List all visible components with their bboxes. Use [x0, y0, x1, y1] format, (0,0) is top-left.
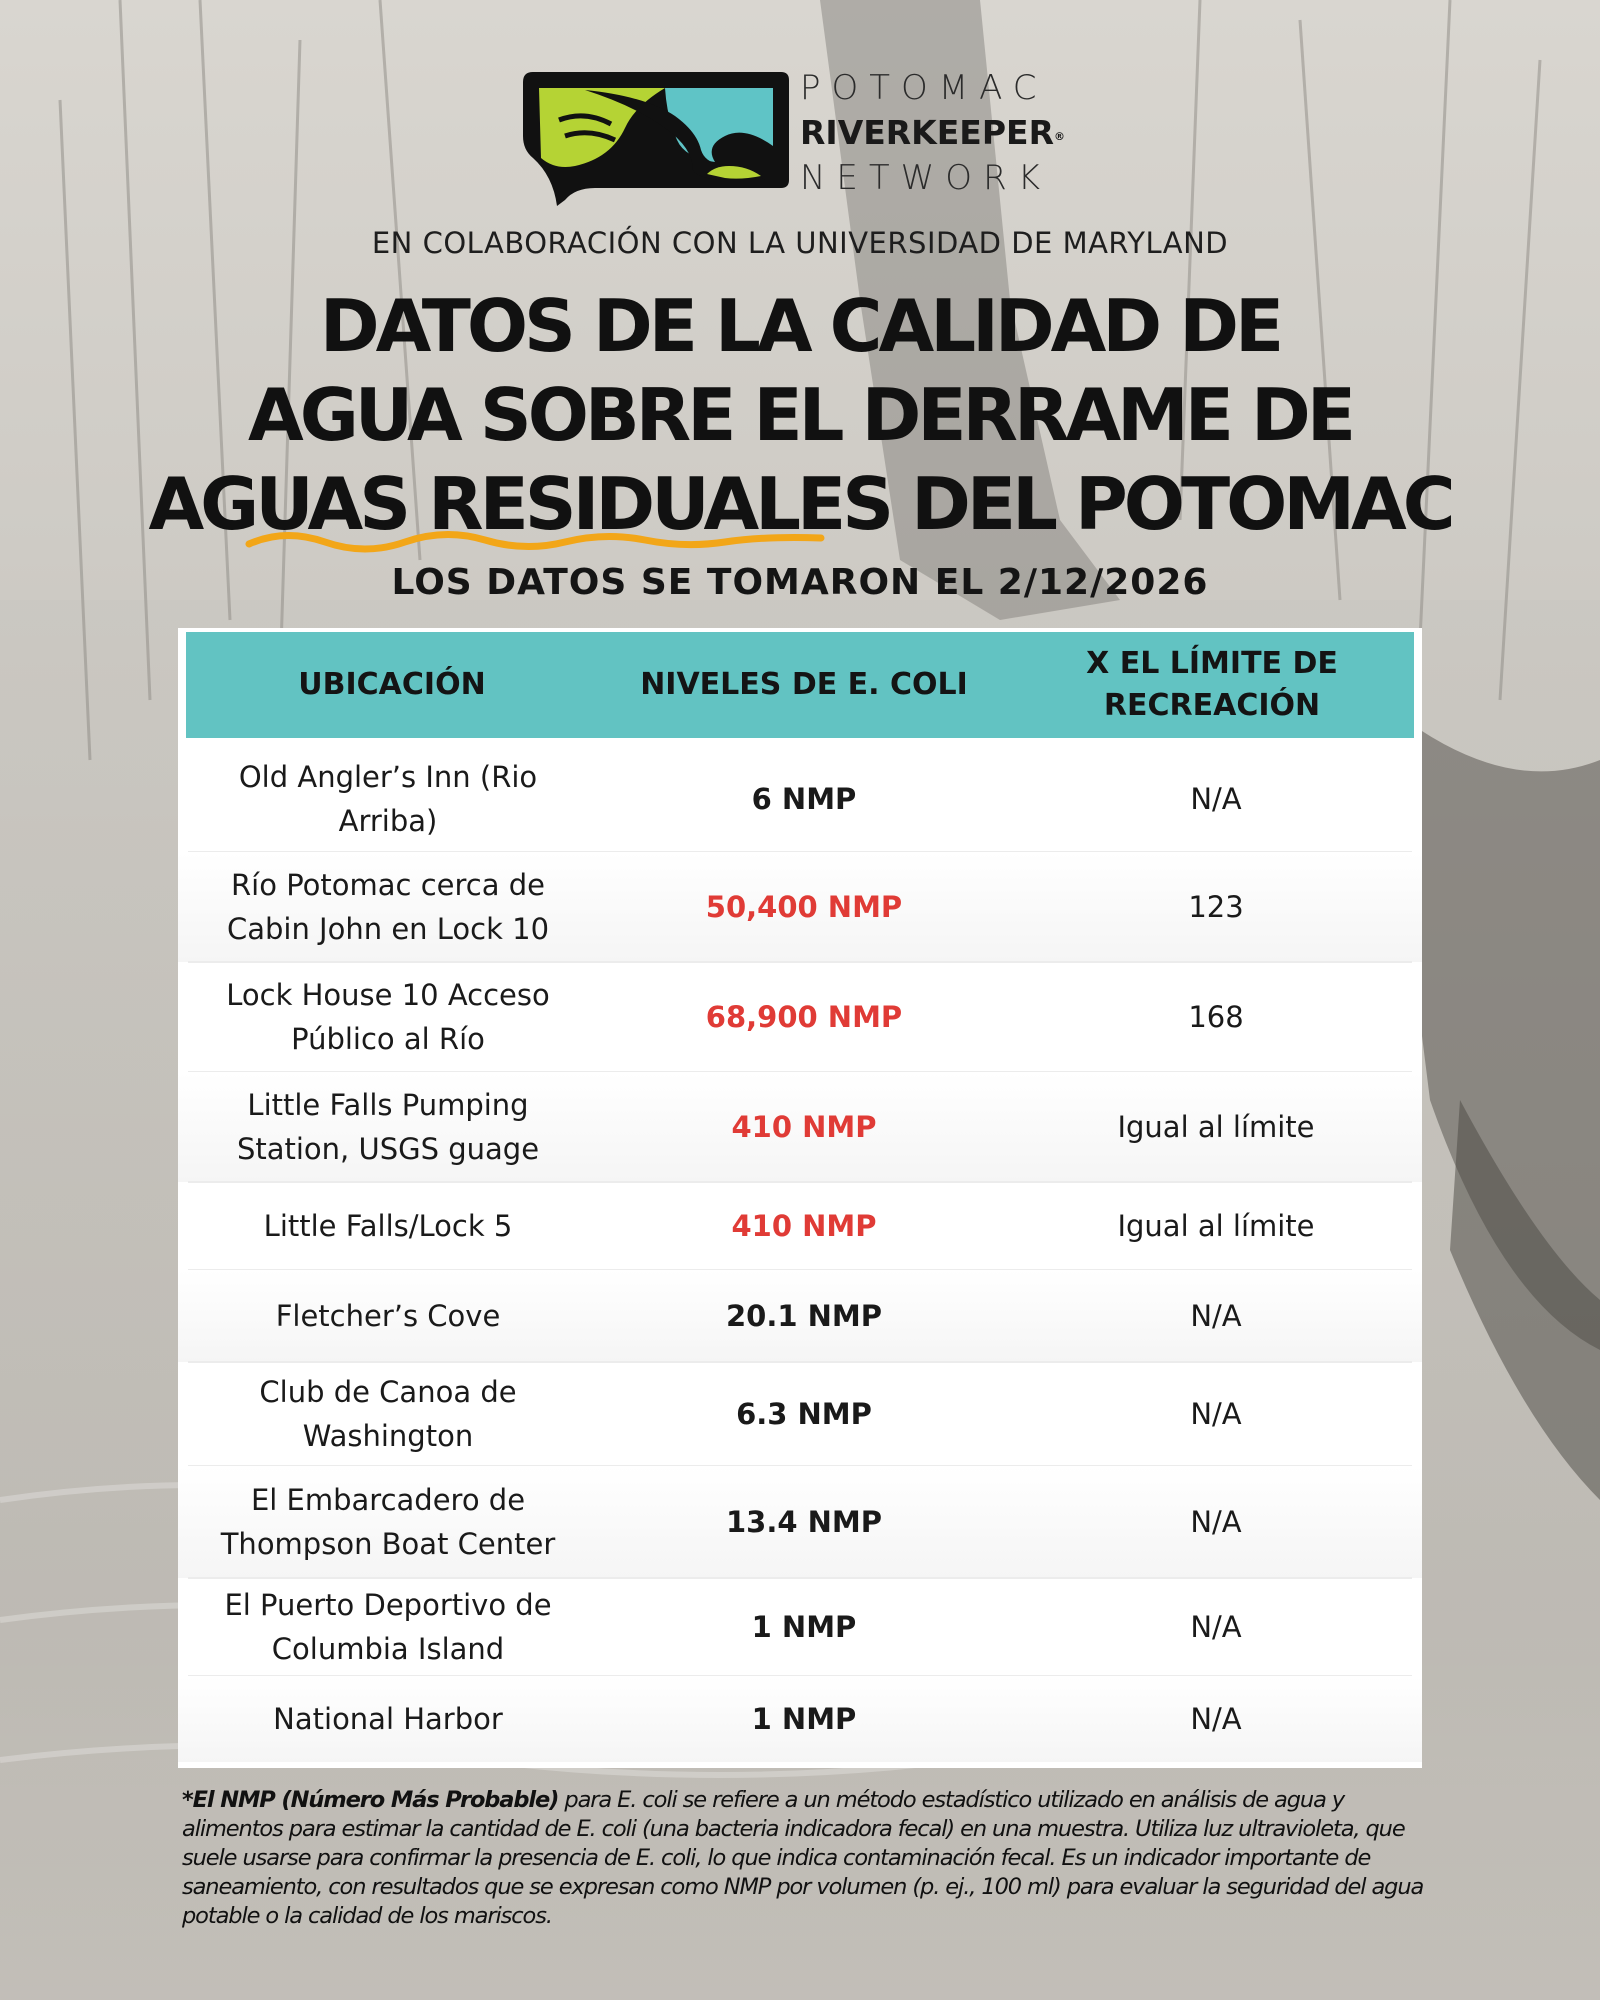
cell-location: Little Falls/Lock 5	[263, 1209, 513, 1243]
column-header-limit: X EL LÍMITE DE RECREACIÓN	[1086, 646, 1338, 723]
table-row	[178, 1270, 1422, 1362]
cell-ecoli-level: 410 NMP	[731, 1110, 877, 1144]
cell-recreation-limit: N/A	[1190, 1610, 1242, 1644]
table-row	[178, 852, 1422, 962]
cell-location: El Embarcadero de Thompson Boat Center	[220, 1483, 556, 1561]
cell-recreation-limit: Igual al límite	[1117, 1209, 1315, 1243]
cell-location: Lock House 10 Acceso Público al Río	[226, 978, 550, 1056]
cell-ecoli-level: 410 NMP	[731, 1209, 877, 1243]
potomac-riverkeeper-logo	[515, 66, 1085, 206]
cell-recreation-limit: N/A	[1190, 1505, 1242, 1539]
footnote	[182, 1786, 1432, 1931]
cell-location: Old Angler’s Inn (Rio Arriba)	[238, 760, 538, 838]
table-row	[178, 1362, 1422, 1466]
table-row	[178, 1676, 1422, 1762]
page-title	[0, 282, 1600, 549]
date-taken: LOS DATOS SE TOMARON EL 2/12/2026	[391, 562, 1209, 603]
registered-mark: ®	[1053, 130, 1065, 143]
table-row	[178, 1466, 1422, 1578]
logo-potomac: POTOMAC	[800, 68, 1048, 108]
cell-ecoli-level: 6 NMP	[751, 782, 857, 816]
table-row	[178, 962, 1422, 1072]
cell-location: Little Falls Pumping Station, USGS guage	[236, 1088, 540, 1166]
table-row	[178, 1578, 1422, 1676]
cell-recreation-limit: 168	[1188, 1000, 1244, 1034]
logo-network: NETWORK	[800, 158, 1051, 198]
cell-location: El Puerto Deportivo de Columbia Island	[224, 1588, 552, 1666]
cell-location: Río Potomac cerca de Cabin John en Lock 10	[226, 868, 550, 946]
cell-recreation-limit: Igual al límite	[1117, 1110, 1315, 1144]
accent-underline	[245, 522, 825, 558]
title-line-1: DATOS DE LA CALIDAD DE	[319, 284, 1281, 368]
table-header	[186, 632, 1414, 738]
cell-recreation-limit: N/A	[1190, 782, 1242, 816]
logo-riverkeeper: RIVERKEEPER®	[800, 113, 1065, 152]
cell-ecoli-level: 68,900 NMP	[705, 1000, 903, 1034]
cell-ecoli-level: 50,400 NMP	[705, 890, 903, 924]
table-row	[178, 1182, 1422, 1270]
cell-location: Fletcher’s Cove	[275, 1299, 501, 1333]
cell-ecoli-level: 20.1 NMP	[725, 1299, 883, 1333]
column-header-location: UBICACIÓN	[298, 667, 486, 702]
cell-ecoli-level: 1 NMP	[751, 1702, 857, 1736]
cell-ecoli-level: 6.3 NMP	[736, 1397, 872, 1431]
table-row	[178, 746, 1422, 852]
cell-location: Club de Canoa de Washington	[259, 1375, 517, 1453]
footnote-bold: *El NMP (Número Más Probable)	[182, 1787, 559, 1813]
logo-wordmark	[800, 66, 1090, 200]
cell-recreation-limit: 123	[1188, 890, 1244, 924]
ecoli-table	[178, 628, 1422, 1768]
cell-ecoli-level: 13.4 NMP	[725, 1505, 883, 1539]
title-line-2: AGUA SOBRE EL DERRAME DE	[247, 373, 1353, 457]
collaboration-note: EN COLABORACIÓN CON LA UNIVERSIDAD DE MARYLAND	[371, 226, 1229, 260]
cell-recreation-limit: N/A	[1190, 1397, 1242, 1431]
column-header-ecoli: NIVELES DE E. COLI	[640, 667, 968, 702]
footnote-text: para E. coli se refiere a un método estadístico utilizado en análisis de agua y alimentos para estimar la cantidad de E. coli (una bacteria indicadora fecal) en una muestra. Utiliza luz ultravioleta, que suele usarse para confirmar la presencia de E. coli, lo que indica contaminación fecal. Es un indicador importante de saneamiento, con resultados que se expresan como NMP por volumen (p. ej., 100 ml) para evaluar la seguridad del agua potable o la calidad de los mariscos.	[182, 1787, 1424, 1929]
cell-recreation-limit: N/A	[1190, 1702, 1242, 1736]
table-row	[178, 1072, 1422, 1182]
title-line-3: AGUAS RESIDUALES DEL POTOMAC	[148, 462, 1452, 546]
river-logo-icon	[515, 66, 795, 206]
cell-ecoli-level: 1 NMP	[751, 1610, 857, 1644]
cell-location: National Harbor	[273, 1702, 503, 1736]
cell-recreation-limit: N/A	[1190, 1299, 1242, 1333]
